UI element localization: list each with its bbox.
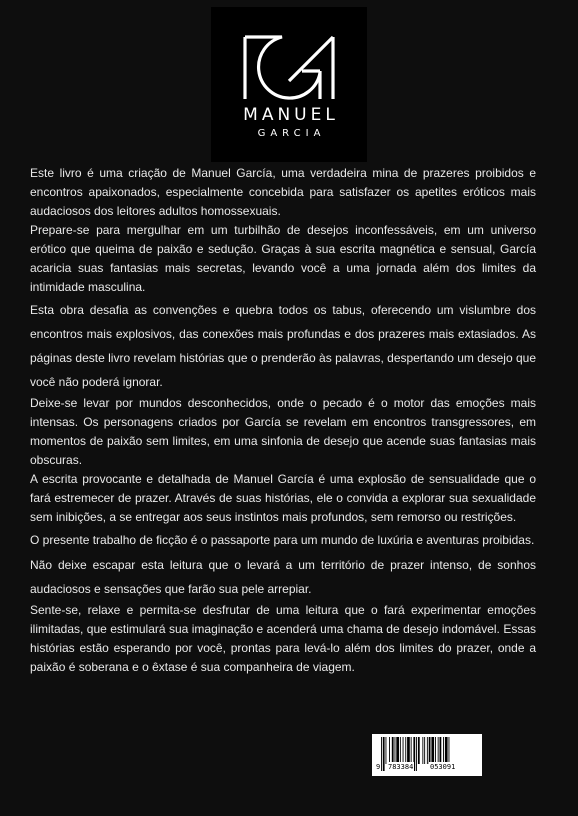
barcode-bar xyxy=(418,737,420,764)
barcode-bar xyxy=(386,737,387,764)
book-blurb xyxy=(30,164,536,677)
barcode-bar xyxy=(411,737,412,764)
blurb-paragraph: Esta obra desafia as convenções e quebra todos os tabus, oferecendo um vislumbre dos encontros mais explosivos, das conexões mais profundas e dos prazeres mais extasiados. As páginas deste livro revelam histórias que o prenderão às palavras, despertando um desejo que você não poderá ignorar. xyxy=(30,303,536,389)
barcode-bar xyxy=(431,737,434,764)
barcode-left-group: 783384 xyxy=(388,763,414,771)
barcode-bar xyxy=(435,737,436,764)
barcode-bar xyxy=(392,737,394,764)
author-logo xyxy=(211,7,367,162)
barcode-digits xyxy=(372,762,482,774)
barcode-bar xyxy=(400,737,401,764)
blurb-paragraph: Sente-se, relaxe e permita-se desfrutar de uma leitura que o fará experimentar emoções ilimitadas, que estimulará sua imaginação e acenderá uma chama de desejo indomável. Essas histórias estão esperando por você, prontas para levá-lo além dos limites do prazer, onde a paixão é soberana e o êxtase é sua companheira de viagem. xyxy=(30,603,536,674)
barcode-bar xyxy=(407,737,410,764)
blurb-paragraph: Este livro é uma criação de Manuel García, uma verdadeira mina de prazeres proibidos e encontros apaixonados, especialmente concebida para satisfazer os apetites eróticos mais audaciosos dos leitores adultos homossexuais. xyxy=(30,166,536,218)
mg-monogram-icon xyxy=(242,33,336,101)
barcode-bar xyxy=(389,737,390,764)
blurb-paragraph: Não deixe escapar esta leitura que o levará a um território de prazer intenso, de sonhos audaciosos e sensações que farão sua pele arrepiar. xyxy=(30,558,536,596)
barcode-bar xyxy=(443,737,444,764)
barcode-bar xyxy=(396,737,399,764)
barcode-bar xyxy=(403,737,404,764)
barcode-bar xyxy=(438,737,439,764)
barcode-bar xyxy=(429,737,431,764)
blurb-paragraph: O presente trabalho de ficção é o passaporte para um mundo de luxúria e aventuras proibidas. xyxy=(30,533,535,547)
logo-surname: GARCIA xyxy=(257,128,326,139)
barcode-bar xyxy=(427,737,428,764)
barcode-bar xyxy=(424,737,425,764)
blurb-paragraph: A escrita provocante e detalhada de Manuel García é uma explosão de sensualidade que o fará estremecer de prazer. Através de suas histórias, ele o convida a explorar sua sexualidade sem inibições, a se entregar aos seus instintos mais profundos, sem remorso ou restrições. xyxy=(30,472,536,524)
blurb-paragraph: Deixe-se levar por mundos desconhecidos, onde o pecado é o motor das emoções mais intensas. Os personagens criados por García se revelam em encontros transgressores, em momentos de paixão sem limites, em uma sinfonia de desejo que acende suas fantasias mais obscuras. xyxy=(30,396,536,467)
barcode-bar xyxy=(395,737,396,764)
barcode-bar xyxy=(405,737,406,764)
isbn-barcode xyxy=(372,734,482,776)
blurb-paragraph: Prepare-se para mergulhar em um turbilhão de desejos inconfessáveis, em um universo erótico que queima de paixão e sedução. Graças à sua escrita magnética e sensual, García acaricia suas fantasias mais secretas, levando você a uma jornada além dos limites da intimidade masculina. xyxy=(30,223,536,294)
barcode-first-digit: 9 xyxy=(376,763,381,771)
logo-name: MANUEL xyxy=(243,105,339,125)
barcode-right-group: 053091 xyxy=(430,763,456,771)
barcode-bar xyxy=(440,737,442,764)
barcode-bar xyxy=(422,737,423,764)
